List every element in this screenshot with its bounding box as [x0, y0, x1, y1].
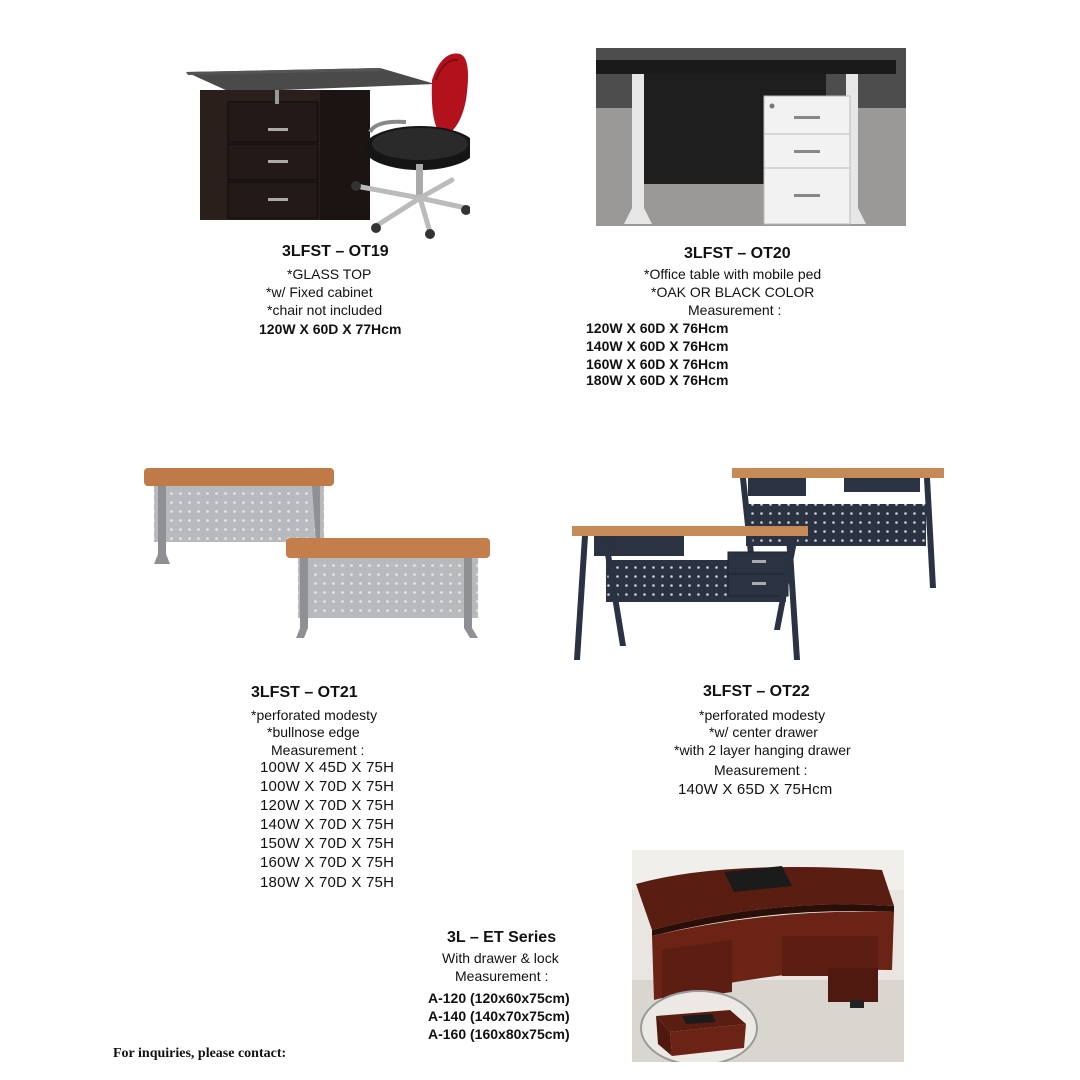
ot20-size-4: 180W X 60D X 76Hcm	[586, 372, 729, 388]
ot21-size-4: 140W X 70D X 75H	[260, 816, 395, 833]
et-series-measurement-label: Measurement :	[455, 968, 549, 984]
ot19-size: 120W X 60D X 77Hcm	[259, 321, 402, 337]
ot21-size-5: 150W X 70D X 75H	[260, 835, 395, 852]
ot21-measurement-label: Measurement :	[271, 742, 365, 758]
et-series-feature-1: With drawer & lock	[442, 950, 559, 966]
ot20-desk-photo	[596, 48, 906, 226]
et-series-size-1: A-120 (120x60x75cm)	[428, 990, 570, 1006]
ot20-title: 3LFST – OT20	[684, 245, 791, 262]
ot21-size-6: 160W X 70D X 75H	[260, 854, 395, 871]
ot19-feature-1: *GLASS TOP	[287, 266, 372, 282]
ot20-size-3: 160W X 60D X 76Hcm	[586, 356, 729, 372]
et-series-size-2: A-140 (140x70x75cm)	[428, 1008, 570, 1024]
ot19-feature-2: *w/ Fixed cabinet	[266, 284, 373, 300]
ot21-feature-1: *perforated modesty	[251, 707, 378, 723]
ot21-size-1: 100W X 45D X 75H	[260, 759, 395, 776]
ot22-feature-2: *w/ center drawer	[709, 724, 818, 740]
ot21-feature-2: *bullnose edge	[267, 724, 360, 740]
ot20-feature-1: *Office table with mobile ped	[644, 266, 822, 282]
ot21-size-7: 180W X 70D X 75H	[260, 874, 395, 891]
ot22-feature-1: *perforated modesty	[699, 707, 826, 723]
ot22-desk-photo	[568, 464, 948, 664]
ot22-feature-3: *with 2 layer hanging drawer	[674, 742, 851, 758]
inquiries-contact-text: For inquiries, please contact:	[113, 1046, 287, 1061]
ot20-measurement-label: Measurement :	[688, 302, 782, 318]
et-series-title: 3L – ET Series	[447, 929, 557, 946]
ot19-title: 3LFST – OT19	[282, 243, 389, 260]
ot20-feature-2: *OAK OR BLACK COLOR	[651, 284, 815, 300]
ot21-desk-photo	[140, 462, 492, 642]
ot21-size-2: 100W X 70D X 75H	[260, 778, 395, 795]
et-series-size-3: A-160 (160x80x75cm)	[428, 1026, 570, 1042]
et-series-desk-photo	[632, 850, 904, 1062]
ot21-title: 3LFST – OT21	[251, 684, 358, 701]
ot20-size-1: 120W X 60D X 76Hcm	[586, 320, 729, 336]
ot20-size-2: 140W X 60D X 76Hcm	[586, 338, 729, 354]
ot19-desk-photo	[180, 40, 470, 240]
ot21-size-3: 120W X 70D X 75H	[260, 797, 395, 814]
ot19-feature-3: *chair not included	[267, 302, 383, 318]
ot22-title: 3LFST – OT22	[703, 683, 810, 700]
et-series-inset-photo	[640, 990, 758, 1062]
ot22-size: 140W X 65D X 75Hcm	[678, 781, 833, 798]
ot22-measurement-label: Measurement :	[714, 762, 808, 778]
